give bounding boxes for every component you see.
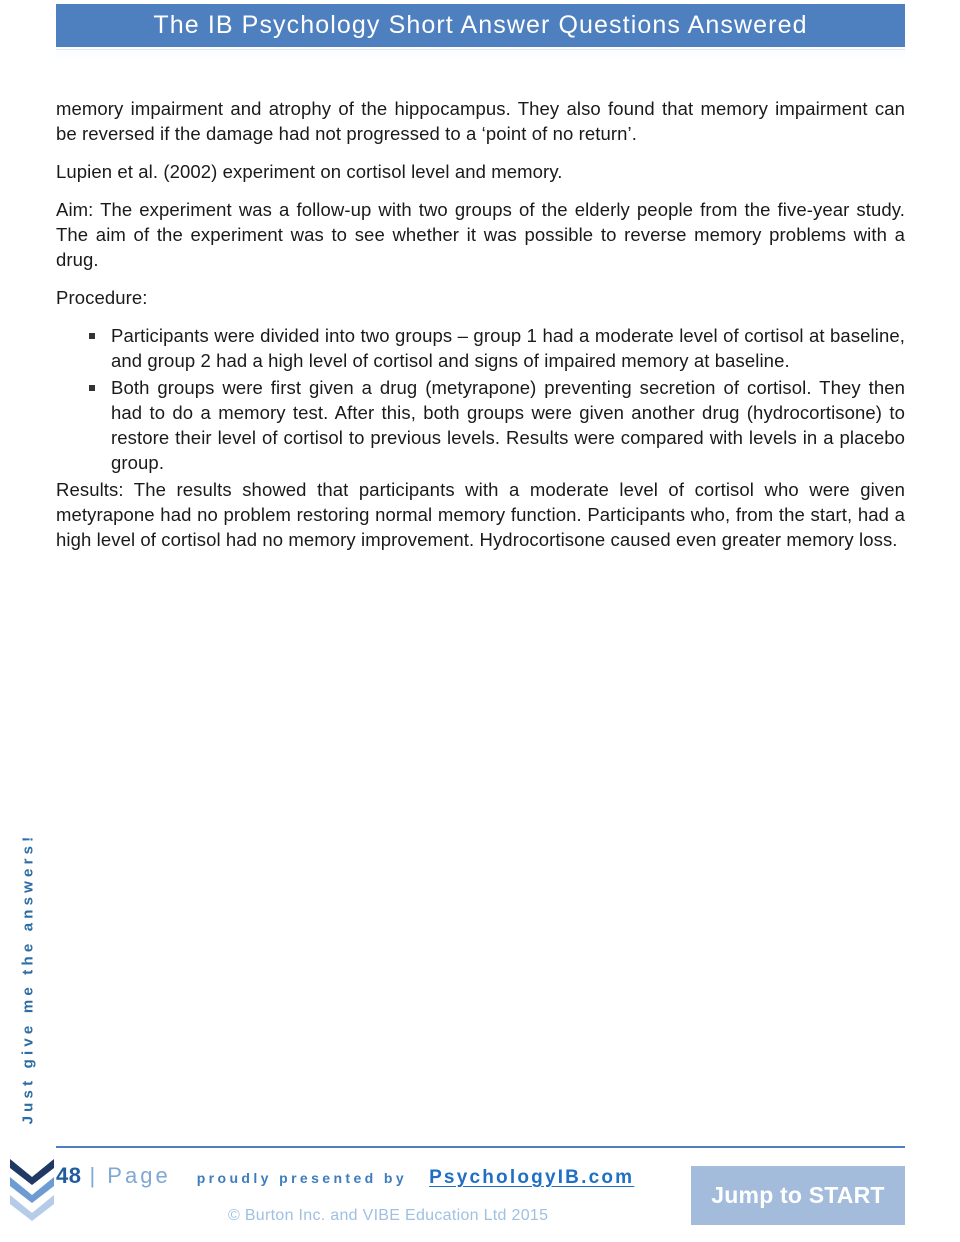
footer-credit-line (56, 1163, 634, 1189)
page-title: The IB Psychology Short Answer Questions Answered (153, 11, 808, 39)
page-label: | Page (89, 1163, 171, 1188)
presented-by-label: proudly presented by (196, 1170, 408, 1186)
list-item-text: Participants were divided into two groups – group 1 had a moderate level of cortisol at baseline, and group 2 had a high level of cortisol and signs of impaired memory at baseline. (111, 325, 905, 371)
list-item (56, 375, 905, 475)
header-underline (56, 49, 905, 50)
paragraph-procedure-heading: Procedure: (56, 287, 148, 308)
header-shadow (56, 51, 905, 60)
site-link[interactable]: PsychologyIB.com (429, 1167, 635, 1188)
copyright-notice: © Burton Inc. and VIBE Education Ltd 2015 (228, 1207, 549, 1224)
jump-to-start-button[interactable]: Jump to START (691, 1166, 905, 1225)
paragraph-results: Results: The results showed that participants with a moderate level of cortisol who were given metyrapone had no problem restoring normal memory function. Participants who, from the start, had a high level of cortisol had no memory improvement. Hydrocortisone caused even greater memory loss. (56, 479, 905, 550)
square-bullet-icon (89, 385, 95, 391)
paragraph-continuation: memory impairment and atrophy of the hippocampus. They also found that memory impairment can be reversed if the damage had not progressed to a ‘point of no return’. (56, 98, 905, 144)
chevron-down-icon-dark (10, 1159, 54, 1185)
footer-chevron-group (10, 1159, 54, 1225)
page-header-bar (56, 4, 905, 47)
list-item (56, 323, 905, 373)
side-tab-label: Just give me the answers! (19, 832, 37, 1125)
paragraph-aim: Aim: The experiment was a follow-up with two groups of the elderly people from the five-year study. The aim of the experiment was to see whether it was possible to reverse memory problems with a drug. (56, 199, 905, 270)
square-bullet-icon (89, 333, 95, 339)
page-number: 48 (56, 1163, 82, 1188)
footer-divider (56, 1146, 905, 1148)
paragraph-study-citation: Lupien et al. (2002) experiment on cortisol level and memory. (56, 161, 563, 182)
procedure-bullet-list (56, 323, 905, 475)
document-body (56, 96, 905, 565)
list-item-text: Both groups were first given a drug (metyrapone) preventing secretion of cortisol. They then had to do a memory test. After this, both groups were given another drug (hydrocortisone) to restore their level of cortisol to previous levels. Results were compared with levels in a placebo group. (111, 377, 905, 473)
